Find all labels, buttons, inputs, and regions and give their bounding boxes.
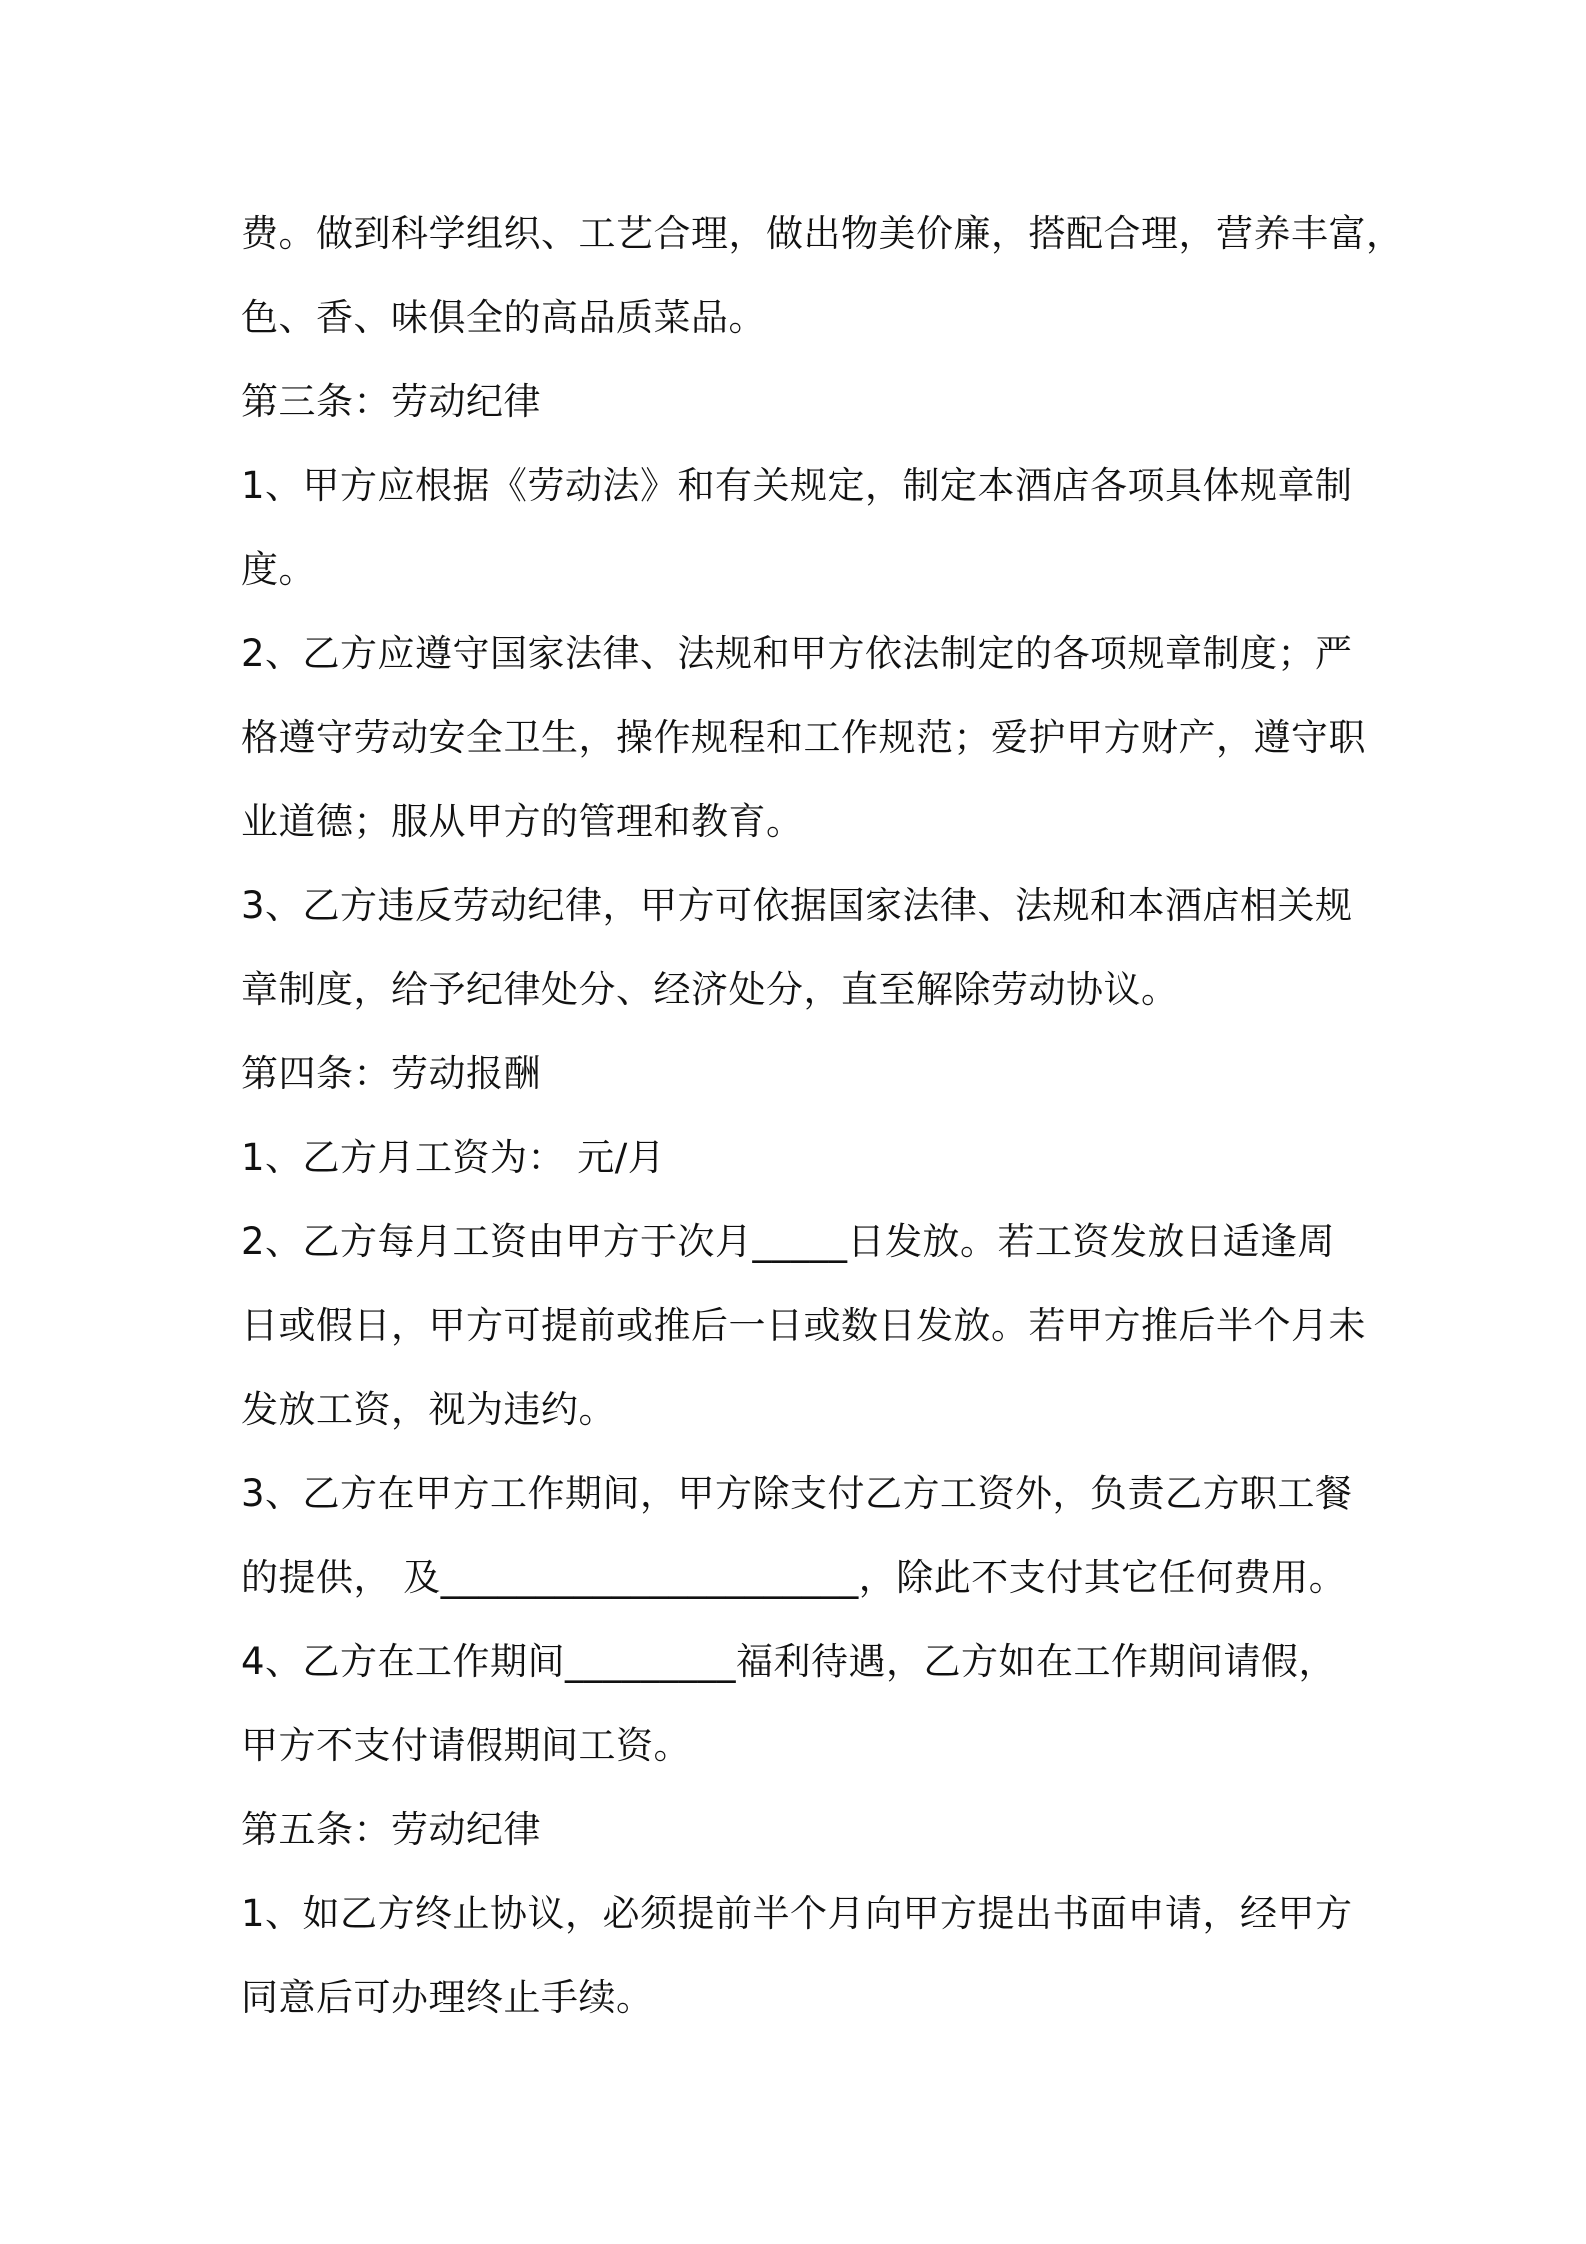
text-line: 业道德；服从甲方的管理和教育。 — [241, 800, 804, 843]
text-line: 3、乙方在甲方工作期间，甲方除支付乙方工资外，负责乙方职工餐 — [241, 1472, 1353, 1515]
text-line: 甲方不支付请假期间工资。 — [241, 1724, 691, 1767]
text-line: 格遵守劳动安全卫生，操作规程和工作规范；爱护甲方财产，遵守职 — [241, 716, 1366, 759]
text-line: 1、如乙方终止协议，必须提前半个月向甲方提出书面申请，经甲方 — [241, 1892, 1353, 1935]
section-heading: 第五条：劳动纪律 — [241, 1808, 541, 1851]
text-line: 的提供， 及______________________，除此不支付其它任何费用。 — [241, 1556, 1347, 1599]
section-heading: 第四条：劳动报酬 — [241, 1052, 541, 1095]
text-line: 2、乙方应遵守国家法律、法规和甲方依法制定的各项规章制度；严 — [241, 632, 1353, 675]
text-line: 4、乙方在工作期间_________福利待遇，乙方如在工作期间请假， — [241, 1640, 1337, 1683]
text-line: 1、甲方应根据《劳动法》和有关规定，制定本酒店各项具体规章制 — [241, 464, 1353, 507]
document-body — [241, 192, 1404, 2040]
text-line: 3、乙方违反劳动纪律，甲方可依据国家法律、法规和本酒店相关规 — [241, 884, 1353, 927]
text-line: 同意后可办理终止手续。 — [241, 1976, 654, 2019]
text-line: 1、乙方月工资为： 元/月 — [241, 1136, 666, 1179]
text-line: 色、香、味俱全的高品质菜品。 — [241, 296, 766, 339]
text-line: 章制度，给予纪律处分、经济处分，直至解除劳动协议。 — [241, 968, 1179, 1011]
text-line: 费。做到科学组织、工艺合理，做出物美价廉，搭配合理，营养丰富， — [241, 212, 1404, 255]
text-line: 日或假日，甲方可提前或推后一日或数日发放。若甲方推后半个月未 — [241, 1304, 1366, 1347]
text-line: 发放工资，视为违约。 — [241, 1388, 616, 1431]
section-heading: 第三条：劳动纪律 — [241, 380, 541, 423]
text-line: 度。 — [241, 548, 316, 591]
text-line: 2、乙方每月工资由甲方于次月_____日发放。若工资发放日适逢周 — [241, 1220, 1336, 1263]
